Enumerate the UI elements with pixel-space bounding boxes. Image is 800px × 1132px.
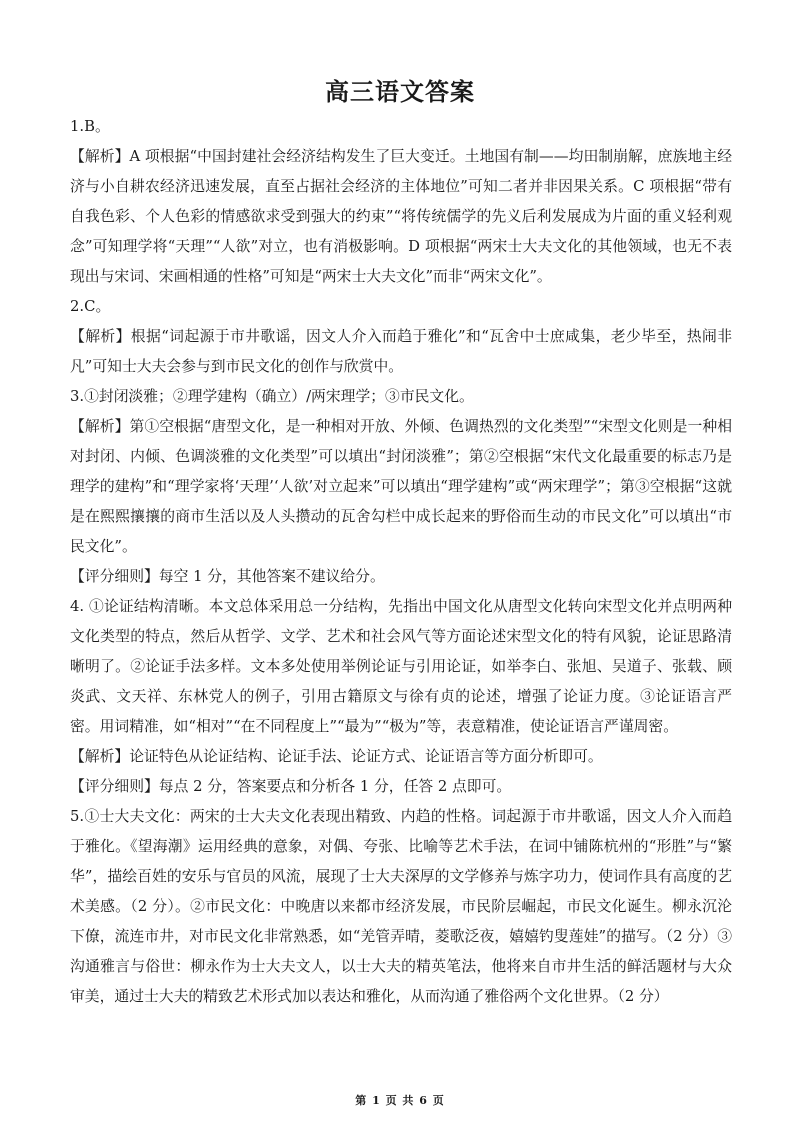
analysis-2: 【解析】根据“词起源于市井歌谣，因文人介入而趋于雅化”和“瓦舍中士庶咸集，老少毕至，热闹非凡”可知士大夫会参与到市民文化的创作与欣赏中。 (70, 328, 732, 375)
answer-4: 4. ①论证结构清晰。本文总体采用总一分结构，先指出中国文化从唐型文化转向宋型文化并点明两种文化类型的特点，然后从哲学、文学、艺术和社会风气等方面论述宋型文化的特有风貌，论证思路清晰明了。②论证手法多样。文本多处使用举例论证与引用论证，如举李白、张旭、吴道子、张载、顾炎武、文天祥、东林党人的例子，引用古籍原文与徐有贞的论述，增强了论证力度。③论证语言严密。用词精准，如“相对”“在不同程度上”“最为”“极为”等，表意精准，使论证语言严谨周密。 (70, 598, 732, 735)
scoring-4: 【评分细则】每点 2 分，答案要点和分析各 1 分，任答 2 点即可。 (70, 778, 512, 795)
analysis-1: 【解析】A 项根据“中国封建社会经济结构发生了巨大变迁。土地国有制——均田制崩解，庶族地主经济与小自耕农经济迅速发展，直至占据社会经济的主体地位”可知二者并非因果关系。C 项根据“带有自我色彩、个人色彩的情感欲求受到强大的约束”“将传统儒学的先义后利发展成为片面的重义轻利观念”可知理学将“天理”“人欲”对立，也有消极影响。D 项根据“两宋士大夫文化的其他领域，也无不表现出与宋词、宋画相通的性格”可知是“两宋士大夫文化”而非“两宋文化”。 (70, 148, 732, 285)
analysis-3: 【解析】第①空根据“唐型文化，是一种相对开放、外倾、色调热烈的文化类型”“宋型文化则是一种相对封闭、内倾、色调淡雅的文化类型”可以填出“封闭淡雅”；第②空根据“宋代文化最重要的标志乃是理学的建构”和“理学家将‘天理’‘人欲’对立起来”可以填出“理学建构”或“两宋理学”；第③空根据“这就是在熙熙攘攘的商市生活以及人头攒动的瓦舍勾栏中成长起来的野俗而生动的市民文化”可以填出“市民文化”。 (70, 418, 732, 555)
answer-content (70, 112, 732, 1012)
scoring-3: 【评分细则】每空 1 分，其他答案不建议给分。 (70, 568, 385, 585)
answer-5: 5.①士大夫文化：两宋的士大夫文化表现出精致、内趋的性格。词起源于市井歌谣，因文人介入而趋于雅化。《望海潮》运用经典的意象，对偶、夸张、比喻等艺术手法，在词中铺陈杭州的“形胜”与“繁华”，描绘百姓的安乐与官员的风流，展现了士大夫深厚的文学修养与炼字功力，使词作具有高度的艺术美感。（2 分）。②市民文化：中晚唐以来都市经济发展，市民阶层崛起，市民文化诞生。柳永沉沦下僚，流连市井，对市民文化非常熟悉，如“羌管弄晴，菱歌泛夜，嬉嬉钓叟莲娃”的描写。（2 分）③沟通雅言与俗世：柳永作为士大夫文人，以士大夫的精英笔法，他将来自市井生活的鲜活题材与大众审美，通过士大夫的精致艺术形式加以表达和雅化，从而沟通了雅俗两个文化世界。（2 分） (70, 808, 732, 1005)
analysis-4: 【解析】论证特色从论证结构、论证手法、论证方式、论证语言等方面分析即可。 (70, 748, 603, 765)
answer-2: 2.C。 (70, 298, 111, 315)
page-title: 高三语文答案 (325, 78, 475, 106)
answer-3: 3.①封闭淡雅；②理学建构（确立）/两宋理学；③市民文化。 (70, 388, 474, 405)
page-footer: 第 1 页 共 6 页 (355, 1094, 445, 1107)
answer-1: 1.B。 (70, 118, 110, 135)
